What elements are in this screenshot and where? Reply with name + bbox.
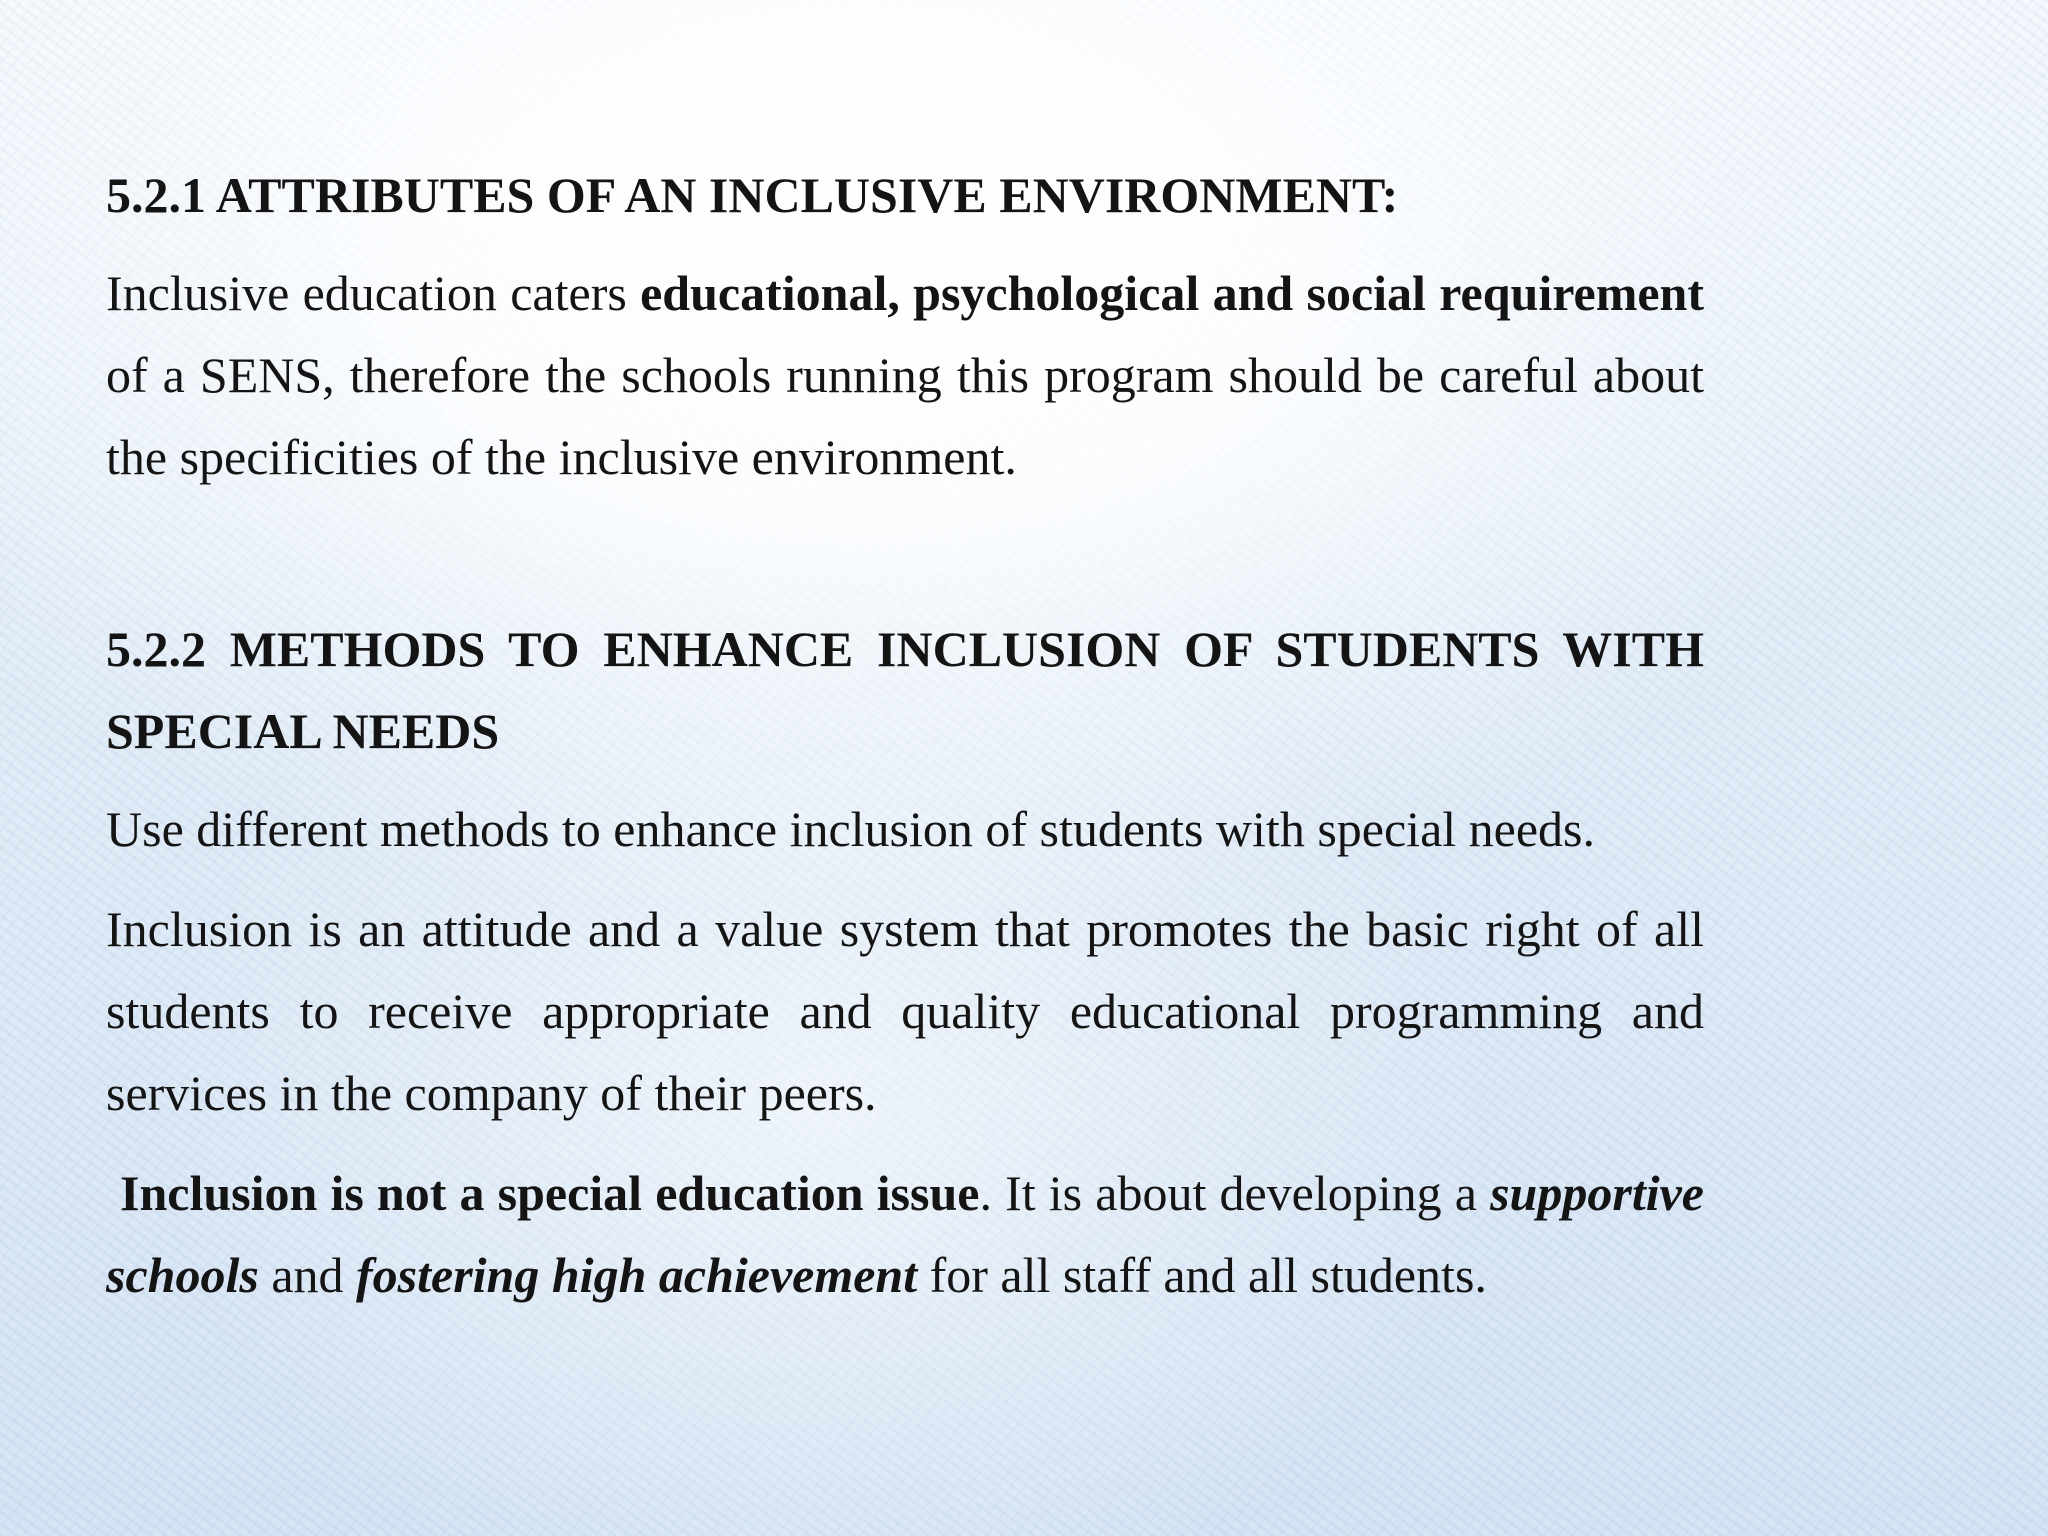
paragraph-bold-text: educational, psychological and social requirement bbox=[640, 265, 1704, 321]
paragraph-bold-italic-text: supportive schools bbox=[106, 1165, 1704, 1303]
spacer bbox=[106, 236, 1704, 252]
section-heading-attributes: 5.2.1 ATTRIBUTES OF AN INCLUSIVE ENVIRONMENT: bbox=[106, 167, 1399, 223]
paragraph-inclusion-attitude: Inclusion is an attitude and a value system that promotes the basic right of all students to receive appropriate and quality educational programming and services in the company of their peers. bbox=[106, 901, 1704, 1121]
paragraph-text: for all staff and all students. bbox=[917, 1247, 1487, 1303]
spacer bbox=[106, 870, 1704, 888]
paragraph-inclusion-not-special bbox=[106, 1152, 1704, 1316]
spacer bbox=[106, 498, 1704, 608]
paragraph-text: and bbox=[258, 1247, 357, 1303]
paragraph-bold-italic-text: fostering high achievement bbox=[356, 1247, 918, 1303]
section-heading-methods: 5.2.2 METHODS TO ENHANCE INCLUSION OF STUDENTS WITH SPECIAL NEEDS bbox=[106, 621, 1704, 759]
paragraph-text: . It is about developing a bbox=[979, 1165, 1491, 1221]
spacer bbox=[106, 1134, 1704, 1152]
spacer bbox=[106, 772, 1704, 788]
paragraph-text: of a SENS, therefore the schools running this program should be careful about the specificities of the inclusive environment. bbox=[106, 347, 1704, 485]
paragraph-text: Inclusive education caters bbox=[106, 265, 641, 321]
paragraph-bold-text: Inclusion is not a special education issue bbox=[120, 1165, 980, 1221]
paragraph-inclusive-education bbox=[106, 252, 1704, 498]
paragraph-use-methods: Use different methods to enhance inclusion of students with special needs. bbox=[106, 801, 1595, 857]
slide-content bbox=[106, 148, 1704, 1316]
